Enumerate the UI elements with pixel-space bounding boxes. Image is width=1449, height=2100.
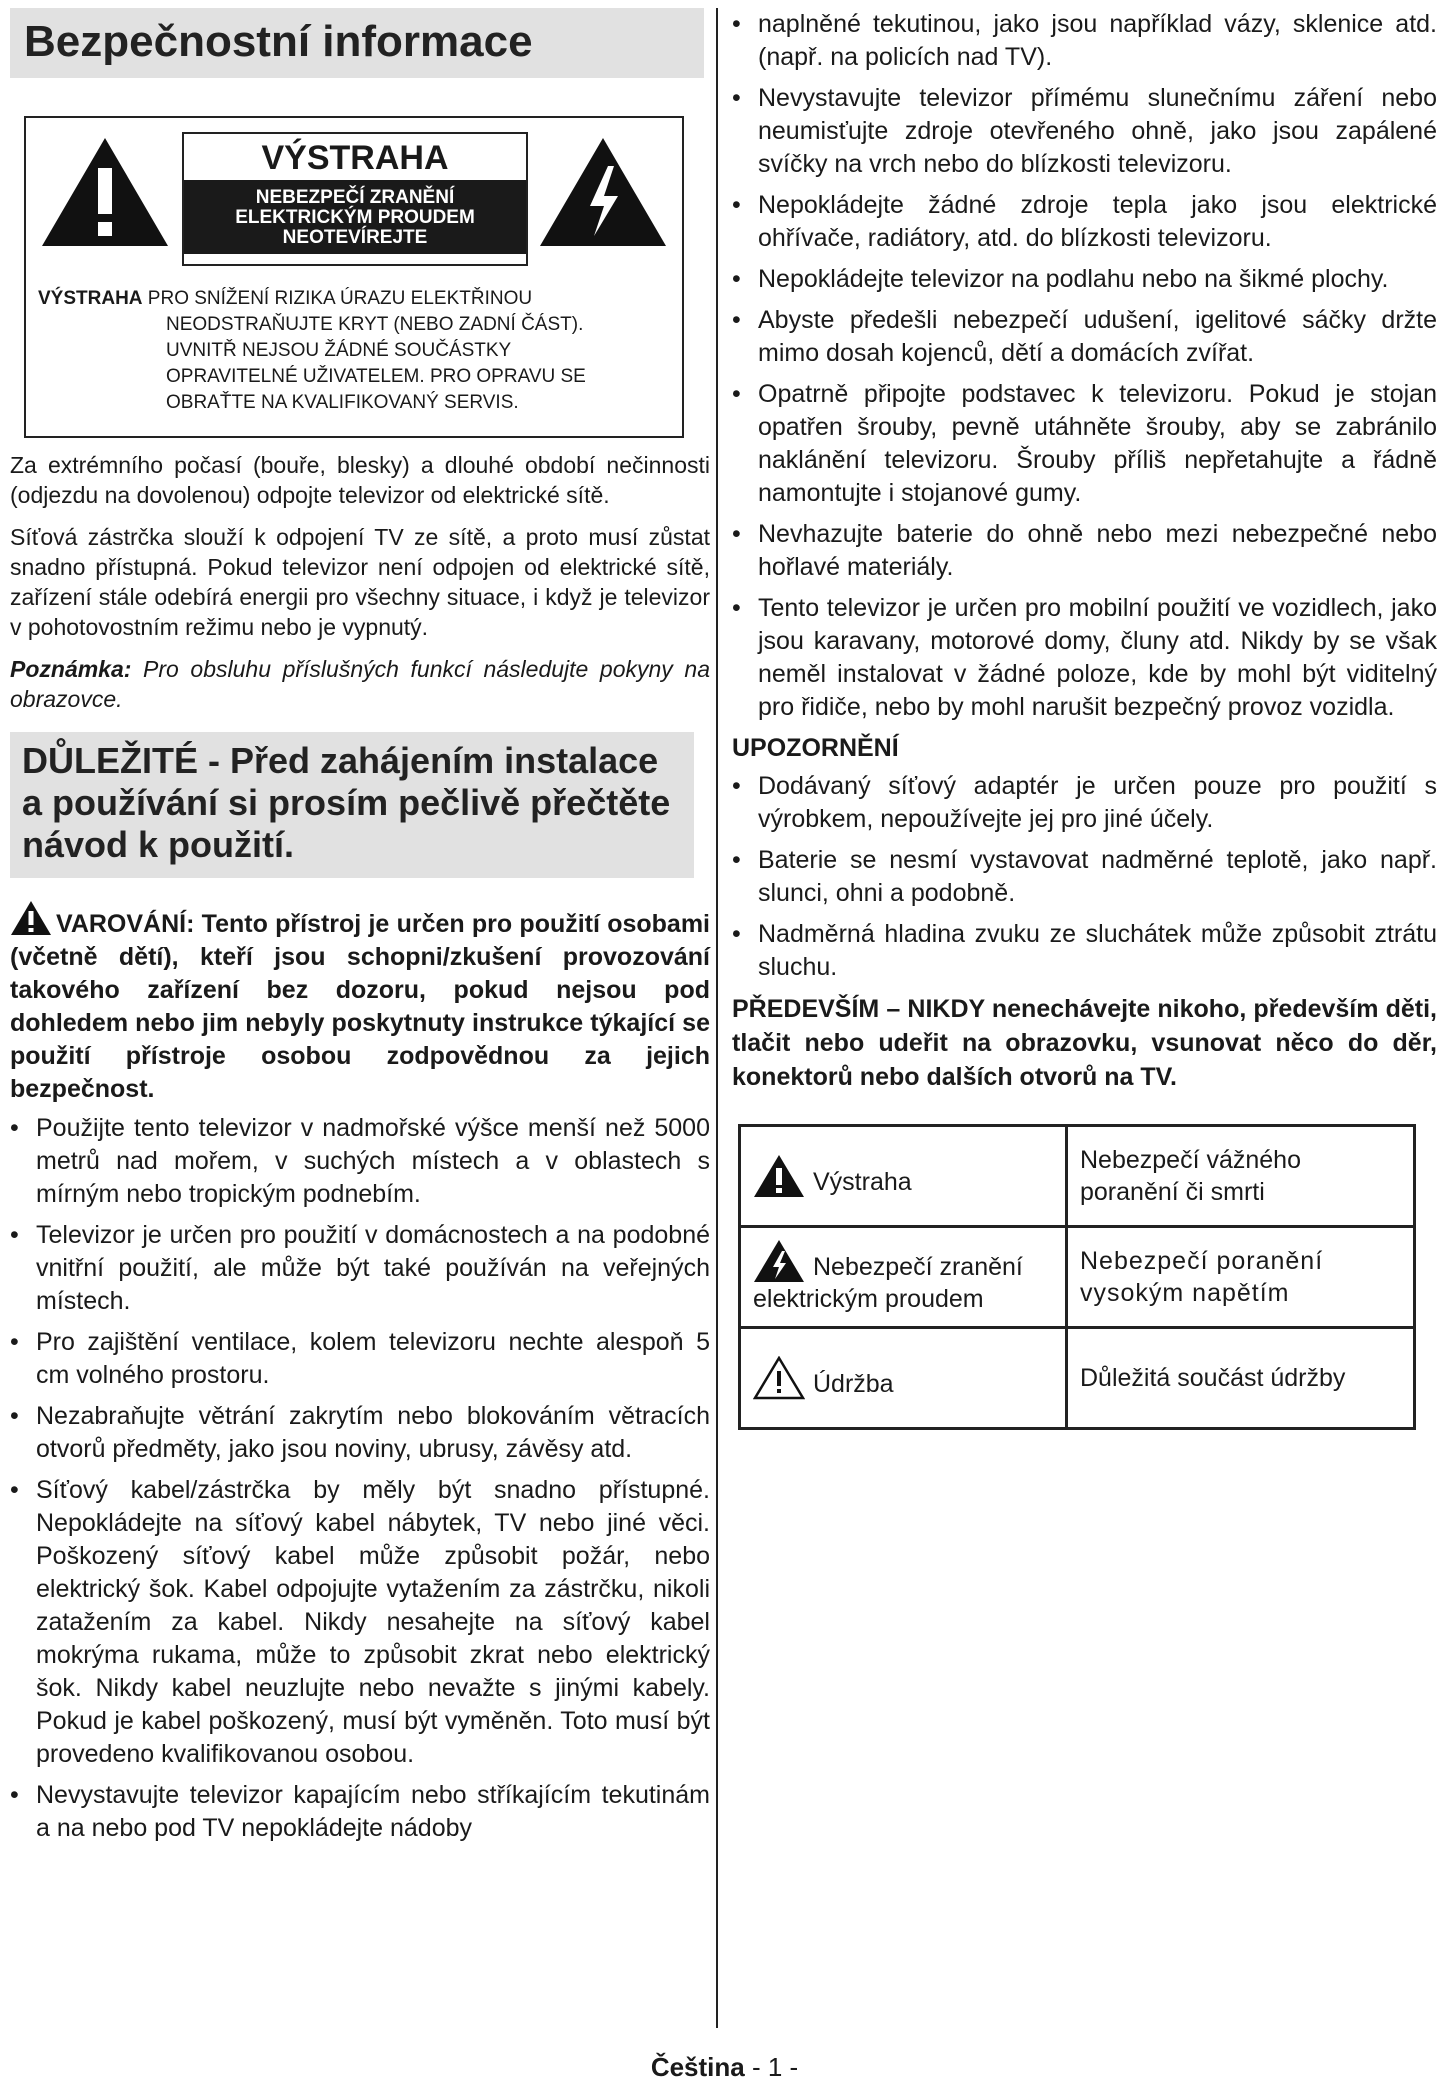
warning-triangle-icon bbox=[40, 136, 170, 248]
warning-line: NEODSTRAŇUJTE KRYT (NEBO ZADNÍ ČÁST). bbox=[166, 314, 584, 335]
predevsim-paragraph: PŘEDEVŠÍM – NIKDY nenechávejte nikoho, především děti, tlačit nebo udeřit na obrazovku, vsunovat něco do děr, konektorů nebo dalších otvorů na TV. bbox=[732, 995, 1437, 1091]
left-bullet-list bbox=[10, 1112, 710, 1845]
list-item: • Abyste předešli nebezpečí udušení, igelitové sáčky držte mimo dosah kojenců, dětí a domácích zvířat. bbox=[732, 304, 1437, 370]
list-item: • Nezabraňujte větrání zakrytím nebo blokováním větracích otvorů předměty, jako jsou noviny, ubrusy, závěsy atd. bbox=[10, 1400, 710, 1466]
list-item: • Nevystavujte televizor kapajícím nebo stříkajícím tekutinám a na nebo pod TV nepokládejte nádoby bbox=[10, 1779, 710, 1845]
paragraph-weather: Za extrémního počasí (bouře, blesky) a dlouhé období nečinnosti (odjezdu na dovolenou) odpojte televizor od elektrické sítě. bbox=[10, 452, 710, 508]
danger-line: ELEKTRICKÝM PROUDEM bbox=[235, 207, 475, 228]
continued-text: naplněné tekutinou, jako jsou například vázy, sklenice atd. (např. na policích nad TV). bbox=[758, 10, 1437, 71]
electric-shock-icon bbox=[753, 1239, 805, 1283]
upozorneni-list bbox=[732, 770, 1437, 984]
column-divider bbox=[716, 8, 718, 2028]
warning-lead: VÝSTRAHA bbox=[38, 288, 143, 309]
note-paragraph bbox=[10, 654, 710, 714]
warning-line: OPRAVITELNÉ UŽIVATELEM. PRO OPRAVU SE bbox=[166, 366, 586, 387]
list-item: • Pro zajištění ventilace, kolem televizoru nechte alespoň 5 cm volného prostoru. bbox=[10, 1326, 710, 1392]
danger-line: NEOTEVÍREJTE bbox=[282, 227, 428, 248]
list-item: • Dodávaný síťový adaptér je určen pouze pro použití s výrobkem, nepoužívejte jej pro jiné účely. bbox=[732, 770, 1437, 836]
warning-line: OBRAŤTE NA KVALIFIKOVANÝ SERVIS. bbox=[166, 392, 519, 413]
lightning-triangle-icon bbox=[538, 136, 668, 248]
legend-label: Nebezpečí zranění elektrickým proudem bbox=[753, 1253, 1023, 1313]
warning-line: PRO SNÍŽENÍ RIZIKA ÚRAZU ELEKTŘINOU bbox=[147, 288, 533, 309]
right-column bbox=[732, 8, 1437, 1430]
warning-line: UVNITŘ NEJSOU ŽÁDNÉ SOUČÁSTKY bbox=[166, 340, 512, 361]
list-item: • Použijte tento televizor v nadmořské výšce menší než 5000 metrů nad mořem, v suchých místech a v oblastech s mírným nebo tropickým podnebím. bbox=[10, 1112, 710, 1211]
danger-line: NEBEZPEČÍ ZRANĚNÍ bbox=[255, 187, 455, 208]
table-row bbox=[740, 1126, 1415, 1227]
symbol-legend-table bbox=[738, 1124, 1416, 1430]
legend-desc: Nebezpečí poranění vysokým napětím bbox=[1067, 1227, 1415, 1328]
list-item: • Nadměrná hladina zvuku ze sluchátek může způsobit ztrátu sluchu. bbox=[732, 918, 1437, 984]
paragraph-plug: Síťová zástrčka slouží k odpojení TV ze sítě, a proto musí zůstat snadno přístupná. Pokud televizor není odpojen od elektrické sítě, zařízení stále odebírá energii pro všechny situace, i když je televizor v pohotovostním režimu nebo je vypnutý. bbox=[10, 524, 710, 640]
note-text: Pro obsluhu příslušných funkcí následujte pokyny na obrazovce. bbox=[10, 656, 710, 712]
list-item: • Nevystavujte televizor přímému slunečnímu záření nebo neumisťujte zdroje otevřeného ohně, jako jsou zapálené svíčky na vrch nebo do blízkosti televizoru. bbox=[732, 82, 1437, 181]
warning-title: VÝSTRAHA bbox=[261, 139, 449, 177]
page-footer bbox=[0, 2052, 1449, 2083]
varovani-text: VAROVÁNÍ: Tento přístroj je určen pro použití osobami (včetně dětí), kteří jsou schopni/zkušení provozování takového zařízení bez dozoru, pokud nejsou pod dohledem nebo jim nebyly poskytnuty instrukce týkající se použití přístroje osobou zodpovědnou za jejich bezpečnost. bbox=[10, 910, 710, 1103]
legend-label: Údržba bbox=[813, 1370, 894, 1398]
warning-center-panel bbox=[182, 132, 528, 266]
list-item: • Opatrně připojte podstavec k televizoru. Pokud je stojan opatřen šrouby, pevně utáhněte šrouby, aby se zabránilo naklánění televizoru. Šrouby příliš nepřetahujte a řádně namontujte i stojanové gumy. bbox=[732, 378, 1437, 510]
legend-desc: Nebezpečí vážného poranění či smrti bbox=[1067, 1126, 1415, 1227]
list-item: • Nevhazujte baterie do ohně nebo mezi nebezpečné nebo hořlavé materiály. bbox=[732, 518, 1437, 584]
warning-icon bbox=[753, 1154, 805, 1198]
footer-language: Čeština bbox=[650, 2052, 745, 2082]
legend-desc: Důležitá součást údržby bbox=[1067, 1328, 1415, 1429]
note-label: Poznámka: bbox=[10, 656, 132, 682]
legend-symbol-cell bbox=[740, 1126, 1067, 1227]
left-column bbox=[10, 8, 710, 1853]
legend-symbol-cell bbox=[740, 1328, 1067, 1429]
table-row bbox=[740, 1227, 1415, 1328]
list-item: • Televizor je určen pro použití v domácnostech a na podobné vnitřní použití, ale může být také používán na veřejných místech. bbox=[10, 1219, 710, 1318]
warning-triangle-icon bbox=[10, 900, 52, 936]
important-heading: DŮLEŽITÉ - Před zahájením instalace a používání si prosím pečlivě přečtěte návod k použití. bbox=[10, 732, 694, 878]
list-item: • Tento televizor je určen pro mobilní použití ve vozidlech, jako jsou karavany, motorové domy, čluny atd. Nikdy by se však neměl instalovat v žádné poloze, kde by mohl být viditelný pro řidiče, nebo by mohl narušit bezpečný provoz vozidla. bbox=[732, 592, 1437, 724]
list-item: • Síťový kabel/zástrčka by měly být snadno přístupné. Nepokládejte na síťový kabel nábytek, TV nebo jiné věci. Poškozený síťový kabel může způsobit požár, nebo elektrický šok. Kabel odpojujte vytažením za zástrčku, nikoli zatažením za kabel. Nikdy nesahejte na síťový kabel mokrýma rukama, může to způsobit zkrat nebo elektrický šok. Nikdy kabel neuzlujte nebo nevažte s jinými kabely. Pokud je kabel poškozený, musí být vyměněn. Toto musí být provedeno kvalifikovanou osobou. bbox=[10, 1474, 710, 1771]
upozorneni-heading: UPOZORNĚNÍ bbox=[732, 734, 899, 762]
legend-symbol-cell bbox=[740, 1227, 1067, 1328]
list-item-continued bbox=[732, 8, 1437, 74]
right-bullet-list bbox=[732, 8, 1437, 724]
list-item: • Nepokládejte žádné zdroje tepla jako jsou elektrické ohřívače, radiátory, atd. do blízkosti televizoru. bbox=[732, 189, 1437, 255]
table-row bbox=[740, 1328, 1415, 1429]
list-item: • Baterie se nesmí vystavovat nadměrné teplotě, jako např. slunci, ohni a podobně. bbox=[732, 844, 1437, 910]
maintenance-icon bbox=[753, 1356, 805, 1400]
footer-page-number: - 1 - bbox=[744, 2052, 799, 2082]
varovani-paragraph bbox=[10, 900, 710, 1106]
page-title: Bezpečnostní informace bbox=[10, 8, 704, 78]
warning-label-box bbox=[24, 116, 684, 438]
list-item: • Nepokládejte televizor na podlahu nebo na šikmé plochy. bbox=[732, 263, 1437, 296]
warning-label-text bbox=[38, 286, 668, 416]
legend-label: Výstraha bbox=[813, 1168, 912, 1196]
danger-panel bbox=[184, 180, 526, 254]
